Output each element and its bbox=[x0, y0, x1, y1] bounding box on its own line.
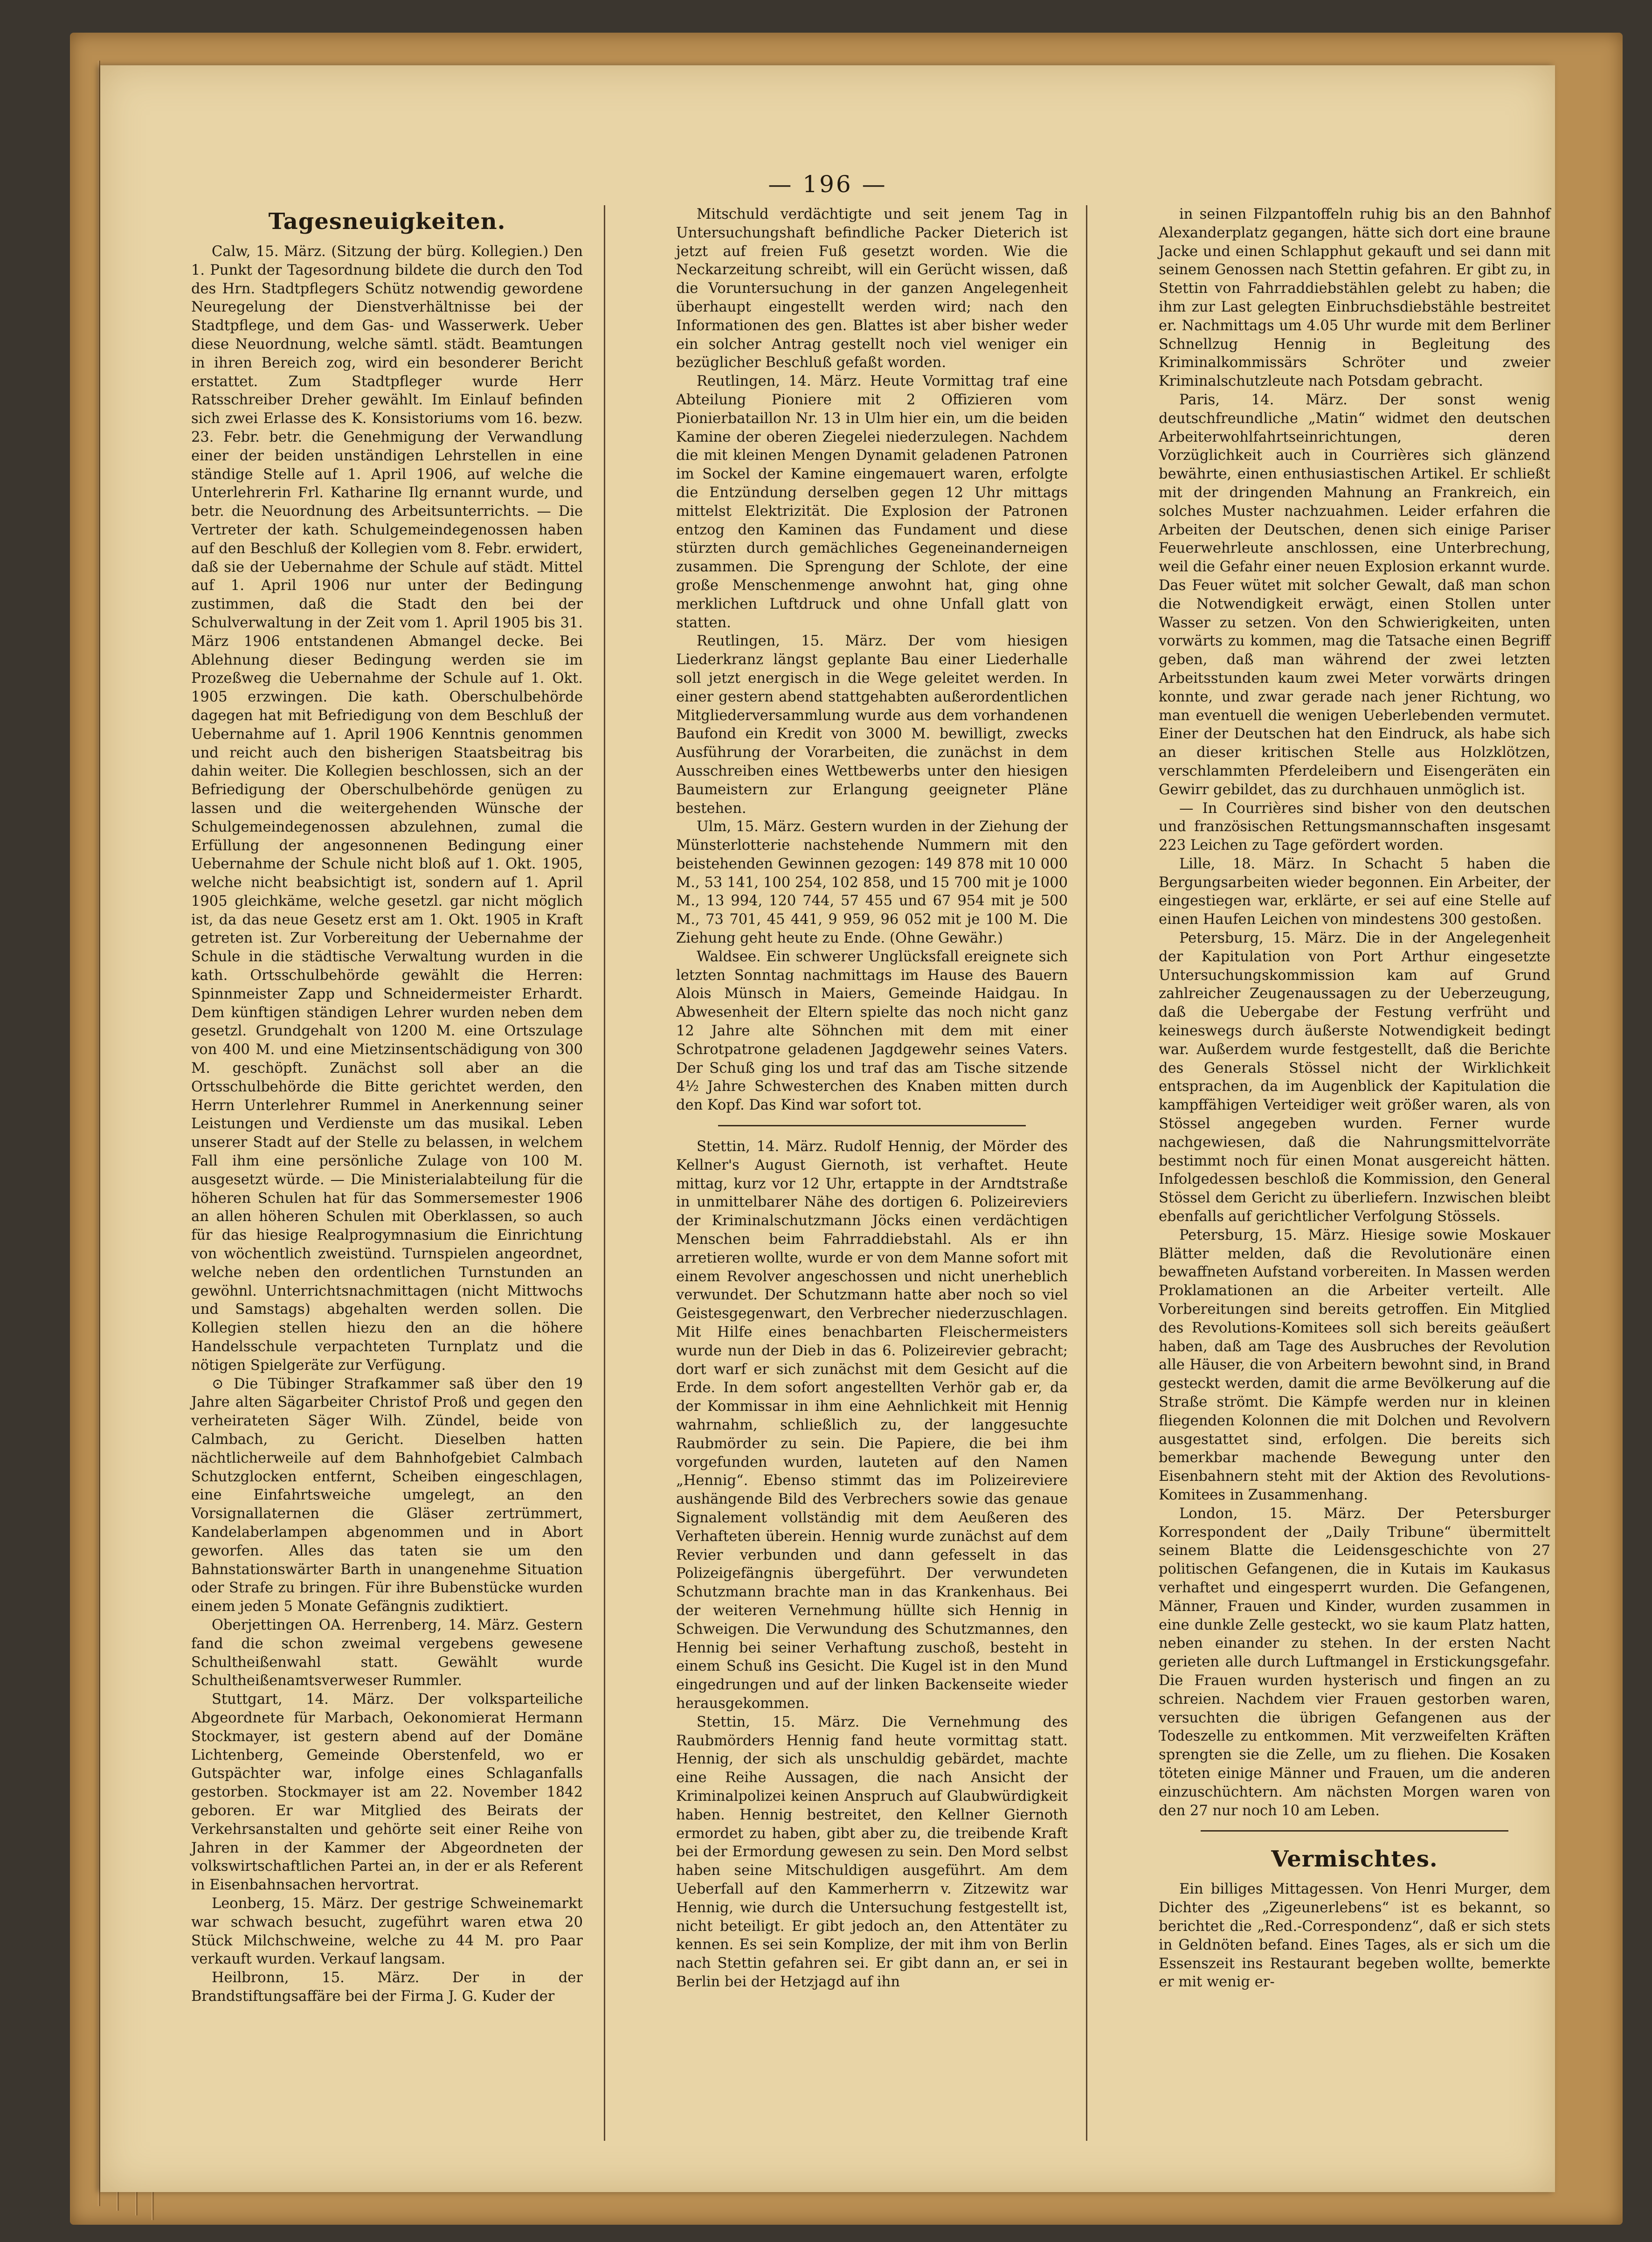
article-lille: Lille, 18. März. In Schacht 5 haben die Bergungsarbeiten wieder begonnen. Ein Arbeiter, der eingestiegen war, erklärte, er sei auf eine Stelle auf einen Haufen Leichen von mindestens 300 gestoßen. bbox=[1159, 855, 1550, 928]
article-petersburg-2: Petersburg, 15. März. Hiesige sowie Moskauer Blätter melden, daß die Revolutionäre einen bewaffneten Aufstand vorbereiten. In Massen werden Proklamationen an die Arbeiter verteilt. Alle Vorbereitungen sind bereits getroffen. Ein Mitglied des Revolutions-Komitees soll sich bereits geäußert haben, daß am Tage des Ausbruches der Revolution alle Häuser, die von Arbeitern bewohnt sind, in Brand gesteckt werden, damit die arme Bevölkerung auf die Straße strömt. Die Kämpfe werden nur in kleinen fliegenden Kolonnen die mit Dolchen und Revolvern ausgestattet sind, erfolgen. Die bereits sich bemerkbar machende Bewegung unter den Eisenbahnern steht mit der Aktion des Revolutions-Komitees in Zusammenhang. bbox=[1159, 1227, 1550, 1503]
article-stettin-14: Stettin, 14. März. Rudolf Hennig, der Mörder des Kellner's August Giernoth, ist verhaftet. Heute mittag, kurz vor 12 Uhr, ertappte in der Arndtstraße in unmittelbarer Nähe des dortigen 6. Polizeireviers der Kriminalschutzmann Jöcks einen verdächtigen Menschen beim Fahrraddiebstahl. Als er ihn arretieren wollte, wurde er von dem Manne sofort mit einem Revolver angeschossen und nicht unerheblich verwundet. Der Schutzmann hatte aber noch so viel Geistesgegenwart, den Verbrecher niederzuschlagen. Mit Hilfe eines benachbarten Fleischermeisters wurde nun der Dieb in das 6. Polizeirevier gebracht; dort warf er sich zunächst mit dem Gesicht auf die Erde. In dem sofort angestellten Verhör gab er, da der Kommissar in ihm eine Aehnlichkeit mit Hennig wahrnahm, schließlich zu, der langgesuchte Raubmörder zu sein. Die Papiere, die bei ihm vorgefunden wurden, lauteten auf den Namen „Hennig“. Ebenso stimmt das im Polizeireviere aushängende Bild des Verbrechers sowie das genaue Signalement vollständig mit dem Aeußeren des Verhafteten überein. Hennig wurde zunächst auf dem Revier verbunden und dann gefesselt in das Polizeigefängnis übergeführt. Der verwundeten Schutzmann brachte man in das Krankenhaus. Bei der weiteren Vernehmung hüllte sich Hennig in Schweigen. Die Verwundung des Schutzmannes, den Hennig bei seiner Verhaftung zuschoß, besteht in einem Schuß ins Gesicht. Die Kugel ist in den Mund eingedrungen und auf der linken Backenseite wieder herausgekommen. bbox=[676, 1138, 1068, 1712]
article-courrieres: — In Courrières sind bisher von den deutschen und französischen Rettungsmannschaften insgesamt 223 Leichen zu Tage gefördert worden. bbox=[1159, 800, 1550, 854]
article-separator bbox=[718, 1125, 1026, 1126]
article-heilbronn: Heilbronn, 15. März. Der in der Brandstiftungsaffäre bei der Firma J. G. Kuder der bbox=[191, 1970, 583, 2005]
article-tuebingen: ⊙ Die Tübinger Strafkammer saß über den 19 Jahre alten Sägarbeiter Christof Proß und gegen den verheirateten Säger Wilh. Zündel, beide von Calmbach, zu Gericht. Dieselben hatten nächtlicherweile auf dem Bahnhofgebiet Calmbach Schutzglocken entfernt, Scheiben eingeschlagen, eine Einfahrtsweiche umgelegt, an den Vorsignallaternen die Gläser zertrümmert, Kandelaberlampen abgenommen und in Abort geworfen. Alles das taten sie um den Bahnstationswärter Barth in unangenehme Situation oder Strafe zu bringen. Für ihre Bubenstücke wurden einem jeden 5 Monate Gefängnis zudiktiert. bbox=[191, 1375, 583, 1615]
article-heilbronn-cont: Mitschuld verdächtigte und seit jenem Tag in Untersuchungshaft befindliche Packer Dieterich ist jetzt auf freien Fuß gesetzt worden. Wie die Neckarzeitung schreibt, will ein Gerücht wissen, daß die Voruntersuchung in der ganzen Angelegenheit überhaupt eingestellt werden wird; nach den Informationen des gen. Blattes ist aber bisher weder ein solcher Antrag gestellt noch viel weniger ein bezüglicher Beschluß gefaßt worden. bbox=[676, 206, 1068, 371]
column-rule bbox=[604, 205, 605, 2141]
article-stuttgart: Stuttgart, 14. März. Der volksparteiliche Abgeordnete für Marbach, Oekonomierat Hermann Stockmayer, ist gestern abend auf der Domäne Lichtenberg, Gemeinde Oberstenfeld, wo er Gutspächter war, infolge eines Schlaganfalls gestorben. Stockmayer ist am 22. November 1842 geboren. Er war Mitglied des Beirats der Verkehrsanstalten und gehörte seit einer Reihe von Jahren in der Kammer der Abgeordneten der volkswirtschaftlichen Partei an, in der er als Referent in Eisenbahnsachen hervortrat. bbox=[191, 1691, 583, 1894]
column-2 bbox=[676, 205, 1068, 2141]
page-number: — 196 — bbox=[768, 171, 887, 198]
article-petersburg-1: Petersburg, 15. März. Die in der Angelegenheit der Kapitulation von Port Arthur eingesetzte Untersuchungskommission kam auf Grund zahlreicher Zeugenaussagen zu der Ueberzeugung, daß die Uebergabe der Festung verfrüht und keineswegs durch äußerste Notwendigkeit bedingt war. Außerdem wurde festgestellt, daß die Berichte des Generals Stössel nicht der Wirklichkeit entsprachen, da im Augenblick der Kapitulation die kampffähigen Verteidiger weit größer waren, als von Stössel angegeben wurden. Ferner wurde nachgewiesen, daß die Nahrungsmittelvorräte bestimmt noch für einen Monat ausgereicht hätten. Infolgedessen beschloß die Kommission, den General Stössel dem Gericht zu überliefern. Inzwischen bleibt ebenfalls auf gerichtlicher Verfolgung Stössels. bbox=[1159, 930, 1550, 1225]
article-ulm: Ulm, 15. März. Gestern wurden in der Ziehung der Münsterlotterie nachstehende Nummern mit den beistehenden Gewinnen gezogen: 149 878 mit 10 000 M., 53 141, 100 254, 102 858, und 15 700 mit je 1000 M., 13 994, 120 744, 57 455 und 67 954 mit je 500 M., 73 701, 45 441, 9 959, 96 052 mit je 100 M. Die Ziehung geht heute zu Ende. (Ohne Gewähr.) bbox=[676, 819, 1068, 947]
article-calw: Calw, 15. März. (Sitzung der bürg. Kollegien.) Den 1. Punkt der Tagesordnung bildete die durch den Tod des Hrn. Stadtpflegers Schütz notwendig gewordene Neuregelung der Dienstverhältnisse bei der Stadtpflege, und dem Gas- und Wasserwerk. Ueber diese Neuordnung, welche sämtl. städt. Beamtungen in ihren Bereich zog, wird ein besonderer Bericht erstattet. Zum Stadtpfleger wurde Herr Ratsschreiber Dreher gewählt. Im Einlauf befinden sich zwei Erlasse des K. Konsistoriums vom 16. bezw. 23. Febr. betr. die Genehmigung der Verwandlung einer der beiden unständigen Lehrstellen in eine ständige Stelle auf 1. April 1906, auf welche die Unterlehrerin Frl. Katharine Ilg ernannt wurde, und betr. die Neuordnung des Arbeitsunterrichts. — Die Vertreter der kath. Schulgemeindegenossen haben auf den Beschluß der Kollegien vom 8. Febr. erwidert, daß sie der Uebernahme der Schule auf städt. Mittel auf 1. April 1906 nur unter der Bedingung zustimmen, daß die Stadt den bei der Schulverwaltung in der Zeit vom 1. April 1905 bis 31. März 1906 entstandenen Abmangel decke. Bei Ablehnung dieser Bedingung werden sie im Prozeßweg die Uebernahme der Schule auf 1. Okt. 1905 erzwingen. Die kath. Oberschulbehörde dagegen hat mit Befriedigung von dem Beschluß der Uebernahme auf 1. April 1906 Kenntnis genommen und reicht auch den bisherigen Staatsbeitrag bis dahin weiter. Die Kollegien beschlossen, sich an der Befriedigung der Oberschulbehörde genügen zu lassen und die weitergehenden Wünsche der Schulgemeindegenossen abzulehnen, zumal die Erfüllung der angesonnenen Bedingung einer Uebernahme der Schule nicht bloß auf 1. Okt. 1905, welche nicht beabsichtigt ist, sondern auf 1. April 1905 gleichkäme, welche gesetzl. gar nicht möglich ist, da das neue Gesetz erst am 1. Okt. 1905 in Kraft getreten ist. Zur Vorbereitung der Uebernahme der Schule in die städtische Verwaltung wurden in die kath. Ortsschulbehörde gewählt die Herren: Spinnmeister Zapp und Schneidermeister Erhardt. Dem künftigen ständigen Lehrer wurden neben dem gesetzl. Grundgehalt von 1200 M. eine Ortszulage von 400 M. und eine Mietzinsentschädigung von 300 M. geschöpft. Zunächst soll aber an die Ortsschulbehörde die Bitte gerichtet werden, den Herrn Unterlehrer Rummel in Anerkennung seiner Leistungen und Verdienste um das musikal. Leben unserer Stadt auf der Stelle zu belassen, in welchem Fall ihm eine persönliche Zulage von 100 M. ausgesetzt würde. — Die Ministerialabteilung für die höheren Schulen hat für das Sommersemester 1906 an allen höheren Schulen mit Oberklassen, so auch für das hiesige Realprogymnasium die Einrichtung von wöchentlich zweistünd. Turnspielen angeordnet, welche neben den ordentlichen Turnstunden an gewöhnl. Unterrichtsnachmittagen (nicht Mittwochs und Samstags) abgehalten werden sollen. Die Kollegien stellen hiezu den an die höhere Handelsschule verpachteten Turnplatz und die nötigen Spielgeräte zur Verfügung. bbox=[191, 243, 583, 1374]
column-rule bbox=[1086, 205, 1087, 2141]
newspaper-page bbox=[100, 65, 1555, 2192]
article-reutlingen-14: Reutlingen, 14. März. Heute Vormittag traf eine Abteilung Pioniere mit 2 Offizieren vom Pionierbataillon Nr. 13 in Ulm hier ein, um die beiden Kamine der oberen Ziegelei niederzulegen. Nachdem die mit kleinen Mengen Dynamit geladenen Patronen im Sockel der Kamine eingemauert waren, erfolgte die Entzündung derselben gegen 12 Uhr mittags mittelst Elektrizität. Die Explosion der Patronen entzog den Kaminen das Fundament und diese stürzten durch gemächliches Gegeneinanderneigen zusammen. Die Sprengung der Schlote, der eine große Menschenmenge anwohnt hat, ging ohne merklichen Luftdruck und ohne Unfall glatt von statten. bbox=[676, 373, 1068, 631]
article-stettin-cont: in seinen Filzpantoffeln ruhig bis an den Bahnhof Alexanderplatz gegangen, hätte sich dort eine braune Jacke und einen Schlapphut gekauft und sei dann mit seinem Genossen nach Stettin gefahren. Er gibt zu, in Stettin von Fahrraddiebstählen gelebt zu haben; die ihm zur Last gelegten Einbruchsdiebstähle bestreitet er. Nachmittags um 4.05 Uhr wurde mit dem Berliner Schnellzug Hennig in Begleitung des Kriminalkommissärs Schröter und zweier Kriminalschutzleute nach Potsdam gebracht. bbox=[1159, 206, 1550, 390]
article-waldsee: Waldsee. Ein schwerer Unglücksfall ereignete sich letzten Sonntag nachmittags im Hause des Bauern Alois Münsch in Maiers, Gemeinde Haidgau. In Abwesenheit der Eltern spielte das noch nicht ganz 12 Jahre alte Söhnchen mit dem mit einer Schrotpatrone geladenen Jagdgewehr seines Vaters. Der Schuß ging los und traf das am Tische sitzende 4½ Jahre Schwesterchen des Knaben mitten durch den Kopf. Das Kind war sofort tot. bbox=[676, 948, 1068, 1114]
column-1 bbox=[191, 205, 583, 2141]
section-heading-vermischtes: Vermischtes. bbox=[1271, 1846, 1438, 1873]
article-reutlingen-15: Reutlingen, 15. März. Der vom hiesigen Liederkranz längst geplante Bau einer Liederhalle soll jetzt energisch in die Wege geleitet werden. In einer gestern abend stattgehabten außerordentlichen Mitgliederversammlung wurde aus dem vorhandenen Baufond ein Kredit von 3000 M. bewilligt, zwecks Ausführung der Vorarbeiten, die zunächst in dem Ausschreiben eines Wettbewerbs unter den hiesigen Baumeistern zur Erlangung geeigneter Pläne bestehen. bbox=[676, 633, 1068, 817]
section-heading-tagesneuigkeiten: Tagesneuigkeiten. bbox=[268, 208, 506, 235]
article-stettin-15: Stettin, 15. März. Die Vernehmung des Raubmörders Hennig fand heute vormittag statt. Hennig, der sich als unschuldig gebärdet, machte eine Reihe Aussagen, die nach Ansicht der Kriminalpolizei keinen Anspruch auf Glaubwürdigkeit haben. Hennig bestreitet, den Kellner Giernoth ermordet zu haben, gibt aber zu, die treibende Kraft bei der Ermordung gewesen zu sein. Den Mord selbst haben seine Mitschuldigen ausgeführt. Am dem Ueberfall auf den Kammerherrn v. Zitzewitz war Hennig, wie durch die Untersuchung festgestellt ist, nicht beteiligt. Er gibt jedoch an, den Attentäter zu kennen. Es sei sein Komplize, der mit ihm von Berlin nach Stettin gefahren sei. Er gibt dann an, er sei in Berlin bei der Hetzjagd auf ihn bbox=[676, 1714, 1068, 1990]
article-leonberg: Leonberg, 15. März. Der gestrige Schweinemarkt war schwach besucht, zugeführt waren etwa 20 Stück Milchschweine, welche zu 44 M. pro Paar verkauft wurden. Verkauf langsam. bbox=[191, 1895, 583, 1968]
article-paris: Paris, 14. März. Der sonst wenig deutschfreundliche „Matin“ widmet den deutschen Arbeiterwohlfahrtseinrichtungen, deren Vorzüglichkeit auch in Courrières sich glänzend bewährte, einen enthusiastischen Artikel. Er schließt mit der dringenden Mahnung an Frankreich, ein solches Muster nachzuahmen. Leider erfahren die Arbeiten der Deutschen, denen sich einige Pariser Feuerwehrleute anschlossen, eine Unterbrechung, weil die Gefahr einer neuen Explosion erkannt wurde. Das Feuer wütet mit solcher Gewalt, daß man schon die Notwendigkeit erwägt, einen Stollen unter Wasser zu setzen. Von den Schwierigkeiten, unten vorwärts zu kommen, mag die Tatsache einen Begriff geben, daß man während der zwei letzten Arbeitsstunden kaum zwei Meter vorwärts dringen konnte, und zwar gerade nach jener Richtung, wo man eventuell die wenigen Ueberlebenden vermutet. Einer der Deutschen hat den Eindruck, als habe sich an dieser kritischen Stelle aus Holzklötzen, verschlammten Pferdeleibern und Eisengeräten ein Gewirr gebildet, das zu durchhauen unmöglich ist. bbox=[1159, 391, 1550, 798]
article-london: London, 15. März. Der Petersburger Korrespondent der „Daily Tribune“ übermittelt seinem Blatte die Leidensgeschichte von 27 politischen Gefangenen, die in Kutais im Kaukasus verhaftet und eingesperrt wurden. Die Gefangenen, Männer, Frauen und Kinder, wurden zusammen in eine dunkle Zelle gesteckt, wo sie kaum Platz hatten, neben einander zu stehen. In der ersten Nacht gerieten alle durch Luftmangel in Erstickungsgefahr. Die Frauen wurden hysterisch und fingen an zu schreien. Nachdem vier Frauen gestorben waren, versuchten die übrigen Gefangenen aus der Todeszelle zu entkommen. Mit verzweifelten Kräften sprengten sie die Zelle, um zu fliehen. Die Kosaken töteten einige Männer und Frauen, um die anderen einzuschüchtern. Am nächsten Morgen waren von den 27 nur noch 10 am Leben. bbox=[1159, 1505, 1550, 1819]
column-3 bbox=[1159, 205, 1550, 2141]
article-oberjettingen: Oberjettingen OA. Herrenberg, 14. März. Gestern fand die schon zweimal vergebens gewesene Schultheißenwahl statt. Gewählt wurde Schultheißenamtsverweser Rummler. bbox=[191, 1617, 583, 1689]
article-mittagessen: Ein billiges Mittagessen. Von Henri Murger, dem Dichter des „Zigeunerlebens“ ist es bekannt, so berichtet die „Red.-Correspondenz“, daß er sich stets in Geldnöten befand. Eines Tages, als er sich um die Essenszeit ins Restaurant begeben wollte, bemerkte er mit wenig er- bbox=[1159, 1881, 1550, 1991]
section-separator bbox=[1201, 1830, 1508, 1832]
